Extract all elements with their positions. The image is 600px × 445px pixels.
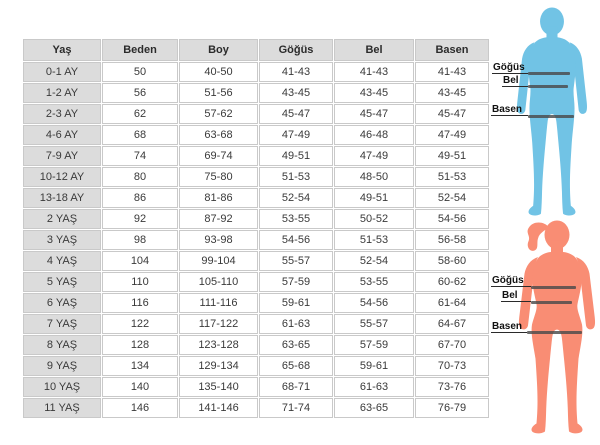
column-header: Basen [415, 39, 489, 61]
table-cell: 49-51 [334, 188, 414, 208]
table-cell: 51-53 [334, 230, 414, 250]
table-row [23, 209, 489, 229]
table-cell: 76-79 [415, 398, 489, 418]
table-row [23, 230, 489, 250]
girl-chest-label: Göğüs [491, 275, 531, 287]
row-label: 0-1 AY [23, 62, 101, 82]
boy-chest-label: Göğüs [492, 62, 528, 74]
table-cell: 54-56 [259, 230, 333, 250]
size-table [22, 38, 490, 419]
table-cell: 43-45 [259, 83, 333, 103]
table-row [23, 188, 489, 208]
row-label: 10-12 AY [23, 167, 101, 187]
table-cell: 64-67 [415, 314, 489, 334]
table-cell: 49-51 [259, 146, 333, 166]
row-label: 5 YAŞ [23, 272, 101, 292]
table-cell: 73-76 [415, 377, 489, 397]
table-cell: 43-45 [334, 83, 414, 103]
table-cell: 116 [102, 293, 178, 313]
size-table-container [22, 38, 488, 419]
table-row [23, 398, 489, 418]
table-cell: 74 [102, 146, 178, 166]
column-header: Beden [102, 39, 178, 61]
table-row [23, 314, 489, 334]
table-cell: 54-56 [334, 293, 414, 313]
table-cell: 41-43 [415, 62, 489, 82]
row-label: 10 YAŞ [23, 377, 101, 397]
table-cell: 128 [102, 335, 178, 355]
table-cell: 141-146 [179, 398, 258, 418]
table-cell: 41-43 [259, 62, 333, 82]
table-cell: 69-74 [179, 146, 258, 166]
boy-waist-label: Bel [502, 75, 528, 87]
table-cell: 52-54 [415, 188, 489, 208]
table-row [23, 167, 489, 187]
table-cell: 51-53 [415, 167, 489, 187]
table-cell: 57-59 [259, 272, 333, 292]
table-cell: 63-68 [179, 125, 258, 145]
table-cell: 86 [102, 188, 178, 208]
table-cell: 55-57 [334, 314, 414, 334]
table-cell: 52-54 [334, 251, 414, 271]
table-row [23, 335, 489, 355]
table-cell: 50 [102, 62, 178, 82]
table-cell: 93-98 [179, 230, 258, 250]
table-cell: 80 [102, 167, 178, 187]
table-cell: 63-65 [334, 398, 414, 418]
table-cell: 49-51 [415, 146, 489, 166]
table-cell: 60-62 [415, 272, 489, 292]
table-row [23, 146, 489, 166]
row-label: 4-6 AY [23, 125, 101, 145]
row-label: 11 YAŞ [23, 398, 101, 418]
row-label: 13-18 AY [23, 188, 101, 208]
table-cell: 46-48 [334, 125, 414, 145]
table-cell: 50-52 [334, 209, 414, 229]
boy-chest-measure-line [528, 72, 570, 75]
column-header: Yaş [23, 39, 101, 61]
table-cell: 129-134 [179, 356, 258, 376]
header-row [23, 39, 489, 61]
table-cell: 61-63 [334, 377, 414, 397]
table-cell: 51-56 [179, 83, 258, 103]
girl-body-shape [519, 220, 595, 433]
table-cell: 58-60 [415, 251, 489, 271]
table-cell: 59-61 [334, 356, 414, 376]
table-cell: 111-116 [179, 293, 258, 313]
table-cell: 54-56 [415, 209, 489, 229]
boy-hip-label: Basen [491, 104, 528, 116]
table-row [23, 251, 489, 271]
column-header: Boy [179, 39, 258, 61]
table-cell: 51-53 [259, 167, 333, 187]
table-cell: 123-128 [179, 335, 258, 355]
row-label: 9 YAŞ [23, 356, 101, 376]
table-cell: 68 [102, 125, 178, 145]
girl-chest-measure-line [531, 286, 576, 289]
row-label: 7-9 AY [23, 146, 101, 166]
table-cell: 98 [102, 230, 178, 250]
table-cell: 53-55 [334, 272, 414, 292]
table-cell: 61-63 [259, 314, 333, 334]
table-cell: 122 [102, 314, 178, 334]
table-cell: 65-68 [259, 356, 333, 376]
table-row [23, 272, 489, 292]
table-cell: 70-73 [415, 356, 489, 376]
table-cell: 67-70 [415, 335, 489, 355]
girl-hip-measure-line [527, 331, 582, 334]
table-cell: 146 [102, 398, 178, 418]
table-cell: 68-71 [259, 377, 333, 397]
table-cell: 110 [102, 272, 178, 292]
table-cell: 52-54 [259, 188, 333, 208]
table-cell: 87-92 [179, 209, 258, 229]
boy-hip-measure-line [528, 115, 574, 118]
table-cell: 47-49 [259, 125, 333, 145]
table-cell: 45-47 [334, 104, 414, 124]
table-cell: 81-86 [179, 188, 258, 208]
table-cell: 48-50 [334, 167, 414, 187]
table-cell: 45-47 [415, 104, 489, 124]
table-row [23, 125, 489, 145]
table-row [23, 356, 489, 376]
table-row [23, 83, 489, 103]
table-cell: 71-74 [259, 398, 333, 418]
table-cell: 62 [102, 104, 178, 124]
table-cell: 56-58 [415, 230, 489, 250]
size-table-body [23, 62, 489, 418]
table-cell: 99-104 [179, 251, 258, 271]
table-cell: 40-50 [179, 62, 258, 82]
table-cell: 41-43 [334, 62, 414, 82]
table-cell: 134 [102, 356, 178, 376]
table-cell: 43-45 [415, 83, 489, 103]
table-cell: 47-49 [415, 125, 489, 145]
row-label: 6 YAŞ [23, 293, 101, 313]
table-cell: 92 [102, 209, 178, 229]
table-cell: 117-122 [179, 314, 258, 334]
table-row [23, 293, 489, 313]
table-cell: 104 [102, 251, 178, 271]
girl-waist-label: Bel [501, 290, 531, 302]
row-label: 7 YAŞ [23, 314, 101, 334]
row-label: 2-3 AY [23, 104, 101, 124]
table-cell: 57-59 [334, 335, 414, 355]
table-cell: 57-62 [179, 104, 258, 124]
table-cell: 47-49 [334, 146, 414, 166]
table-cell: 53-55 [259, 209, 333, 229]
row-label: 1-2 AY [23, 83, 101, 103]
table-cell: 75-80 [179, 167, 258, 187]
girl-hip-label: Basen [491, 321, 527, 333]
column-header: Bel [334, 39, 414, 61]
table-cell: 140 [102, 377, 178, 397]
table-cell: 105-110 [179, 272, 258, 292]
table-cell: 59-61 [259, 293, 333, 313]
row-label: 2 YAŞ [23, 209, 101, 229]
table-cell: 56 [102, 83, 178, 103]
boy-waist-measure-line [528, 85, 568, 88]
girl-waist-measure-line [531, 301, 572, 304]
table-cell: 135-140 [179, 377, 258, 397]
table-row [23, 104, 489, 124]
row-label: 8 YAŞ [23, 335, 101, 355]
table-cell: 55-57 [259, 251, 333, 271]
table-cell: 63-65 [259, 335, 333, 355]
table-cell: 45-47 [259, 104, 333, 124]
column-header: Göğüs [259, 39, 333, 61]
row-label: 3 YAŞ [23, 230, 101, 250]
table-cell: 61-64 [415, 293, 489, 313]
table-row [23, 377, 489, 397]
row-label: 4 YAŞ [23, 251, 101, 271]
table-row [23, 62, 489, 82]
